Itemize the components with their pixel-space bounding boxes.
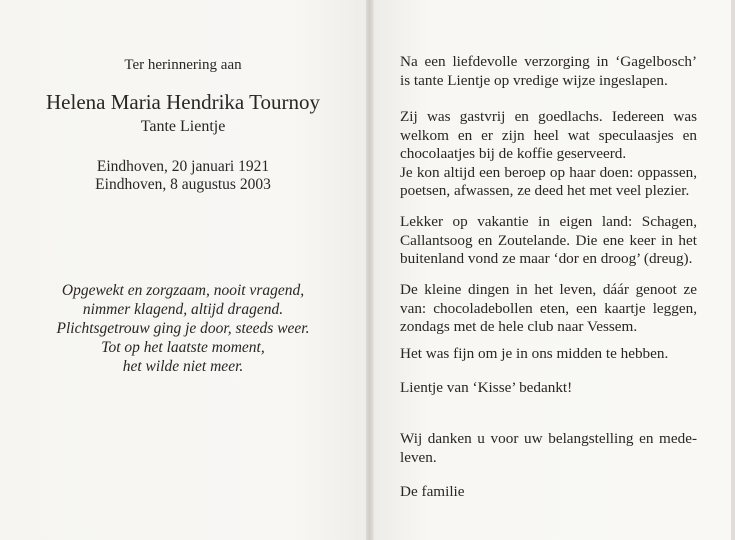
paragraph-thanks-kisse [400,379,697,398]
card-fold [366,0,374,540]
paragraph-holidays [400,213,697,269]
text-line: chocolaatjes bij de koffie geserveerd. [400,145,627,162]
paragraph-closing [400,345,697,364]
left-page [0,0,366,540]
nickname: Tante Lientje [140,118,226,135]
text-line: welkom en er zijn heel wat speculaasjes en [400,126,697,144]
text-line: zondags met de hele club naar Vessem. [400,318,638,335]
birth-date: Eindhoven, 20 januari 1921 [96,158,270,175]
poem-line: Plichtsgetrouw ging je door, steeds weer. [56,320,310,337]
text-line: De kleine dingen in het leven, dáár genoot ze [400,281,697,298]
poem-line: Opgewekt en zorgzaam, nooit vragend, [61,282,305,299]
signature-family [400,483,697,502]
text-line: Wij danken u voor uw belangstelling en mede- [400,430,697,447]
text-line: poetsen, afwassen, ze deed het met veel plezier. [400,182,690,199]
poem-line: nimmer klagend, altijd dragend. [82,301,284,318]
paragraph-gratitude [400,430,697,467]
text-line: Zij was gastvrij en goedlachs. Iedereen was [400,108,697,125]
paragraph-little-things [400,281,697,337]
deceased-name: Helena Maria Hendrika Tournoy [46,90,320,114]
text-line: Callantsoog en Zoutelande. Die ene keer in het [400,231,697,249]
card-edge [731,0,735,540]
text-line: Lientje van ‘Kisse’ bedankt! [400,379,573,396]
text-line: buitenland vond ze maar ‘dor en droog’ (dreug). [400,250,693,267]
paragraph-care [400,53,697,90]
text-line: Lekker op vakantie in eigen land: Schagen, [400,213,697,230]
text-line: leven. [400,448,437,466]
death-date: Eindhoven, 8 augustus 2003 [95,176,271,193]
text-line: De familie [400,483,465,500]
text-line: van: chocoladebollen eten, een kaartje leggen, [400,299,697,317]
paragraph-character [400,108,697,201]
poem-line: Tot op het laatste moment, [101,339,265,356]
poem-line: het wilde niet meer. [122,358,244,375]
intro-text: Ter herinnering aan [124,57,242,73]
text-line: Je kon altijd een beroep op haar doen: oppassen, [400,163,697,181]
text-line: Na een liefdevolle verzorging in ‘Gagelbosch’ [400,53,697,70]
text-line: Het was fijn om je in ons midden te hebben. [400,345,669,362]
text-line: is tante Lientje op vredige wijze ingeslapen. [400,71,668,89]
